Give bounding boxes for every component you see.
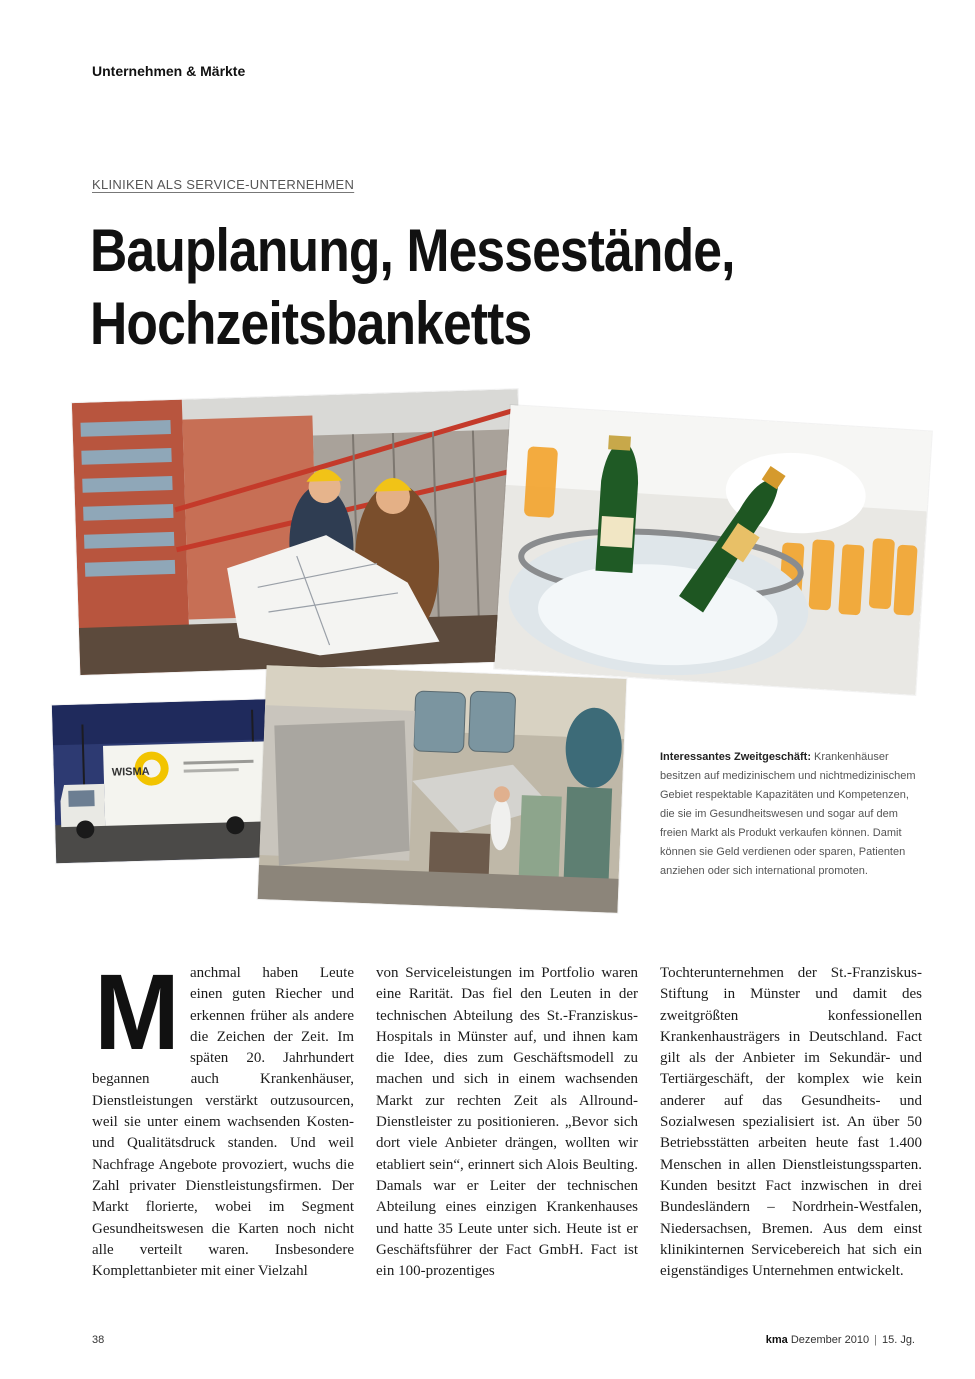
caption-lead: Interessantes Zweitgeschäft: [660,751,811,763]
footer-issue [766,1334,915,1346]
volume: 15. Jg. [881,1334,915,1346]
article-kicker: KLINIKEN ALS SERVICE-UNTERNEHMEN [92,177,355,192]
drop-cap: M [94,951,180,1072]
column-1-text: anchmal haben Leute einen guten Riecher und erkennen früher als andere die Zeichen der Zeit. Im späten 20. Jahrhundert begannen auch Krankenhäuser, Dienstleistungen verstärkt outzusourcen, weil sie unter einem wachsenden Kosten- und Qualitätsdruck standen. Und weil Nachfrage Angebote provoziert, wuchs die Zahl privater Dienstleistungsfirmen. Der Markt florierte, wobei im Segment Gesundheitswesen die Karten noch nicht alle verteilt waren. Insbesondere Komplettanbieter mit einer Vielzahl [92,965,354,1280]
section-label: Unternehmen & Märkte [92,63,246,79]
caption-body: Krankenhäuser besitzen auf medizinischem und nichtmedizinischem Gebiet respektable Kapazitäten und Kompetenzen, die sie im Gesundheitswesen und sogar auf dem freien Markt als Produkt verkaufen können. Damit können sie Geld verdienen oder sparen, Patienten anziehen oder sich international promoten. [660,751,916,877]
photo-caption [660,748,920,881]
headline-line-1: Bauplanung, Messestände, [90,217,735,284]
footer-separator: | [874,1334,877,1346]
laundry-photo [258,665,627,913]
body-column-3: Tochterunternehmen der St.-Franziskus-Stiftung in Münster und damit des zweitgrößten konfessionellen Krankenhausträgers in Deutschland. Fact gilt als der Anbieter im Sekundär- und Tertiärgeschäft, der komplex wie kein anderer auf das Gesundheits- und Sozialwesen spezialisiert ist. An über 50 Betriebsstätten arbeiten heute fast 1.400 Menschen in allen Dienstleistungssparten. Kunden besitzt Fact inzwischen in drei Bundesländern – Nordrhein-Westfalen, Niedersachsen, Bremen. Aus dem einst klinikinternen Servicebereich hat sich ein eigenständiges Unternehmen entwickelt. [660,965,922,1280]
body-column-2: von Serviceleistungen im Portfolio waren eine Rarität. Das fiel den Leuten in der technischen Abteilung des St.-Franziskus-Hospitals in Münster auf, und ihnen kam die Idee, dies zum Geschäftsmodell zu machen und sich in einem wachsenden Markt zur rechten Zeit als Allround-Dienstleister zu positionieren. „Bevor sich dort viele Anbieter drängen, wollten wir etabliert sein“, erinnert sich Alois Beulting. Damals war er Leiter der technischen Abteilung eines einzigen Krankenhauses und hatte 35 Leute unter sich. Heute ist er Geschäftsführer der Fact GmbH. Fact ist ein 100-prozentiges [376,965,638,1280]
page-number: 38 [92,1334,105,1346]
headline-line-2: Hochzeitsbanketts [90,290,532,357]
issue-date: Dezember 2010 [790,1334,870,1346]
article-headline [90,214,795,360]
construction-photo [72,389,526,675]
magazine-brand: kma [765,1334,788,1346]
body-column-1 [92,951,354,1282]
truck-logo-text: WISMA [111,765,150,779]
champagne-photo [494,405,932,695]
truck-photo [52,699,292,864]
